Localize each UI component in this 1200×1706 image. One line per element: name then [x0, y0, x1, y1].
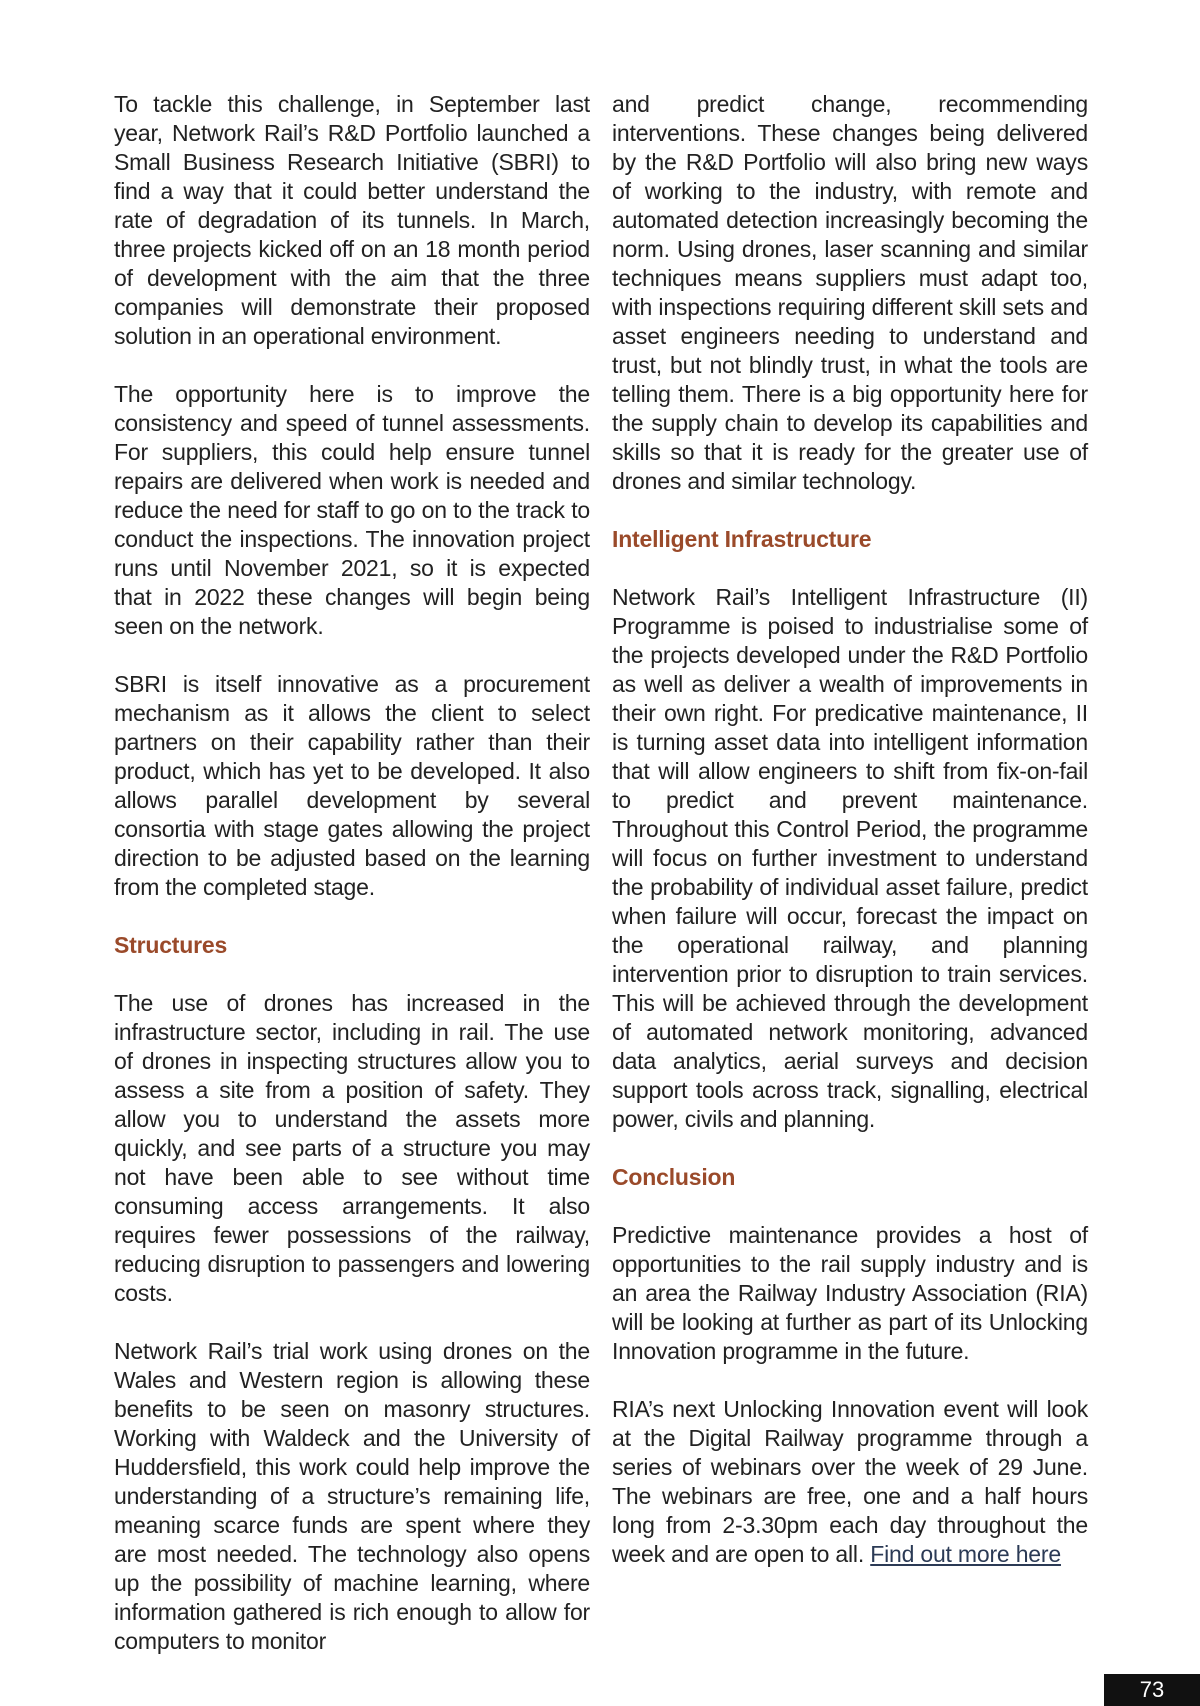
heading-structures: Structures: [114, 932, 228, 958]
right-paragraph-3: Predictive maintenance provides a host of opportunities to the rail supply industry and is an area the Railway Industry Association (RIA) will be looking at further as part of its Unlocking Innovation programme in the future.: [612, 1222, 1088, 1364]
right-paragraph-4-text: RIA’s next Unlocking Innovation event will look at the Digital Railway programme through a series of webinars over the week of 29 June. The webinars are free, one and a half hours long from 2-3.30pm each day throughout the week and are open to all.: [612, 1396, 1088, 1567]
heading-conclusion: Conclusion: [612, 1164, 736, 1190]
heading-intelligent-infrastructure: Intelligent Infrastructure: [612, 526, 872, 552]
page-number: 73: [1104, 1674, 1200, 1706]
left-paragraph-1: To tackle this challenge, in September last year, Network Rail’s R&D Portfolio launched a Small Business Research Initiative (SBRI) to find a way that it could better understand the rate of degradation of its tunnels. In March, three projects kicked off on an 18 month period of development with the aim that the three companies will demonstrate their proposed solution in an operational environment.: [114, 91, 590, 349]
right-paragraph-1: and predict change, recommending interventions. These changes being delivered by the R&D Portfolio will also bring new ways of working to the industry, with remote and automated detection increasingly becoming the norm. Using drones, laser scanning and similar techniques means suppliers must adapt too, with inspections requiring different skill sets and asset engineers needing to understand and trust, but not blindly trust, in what the tools are telling them. There is a big opportunity here for the supply chain to develop its capabilities and skills so that it is ready for the greater use of drones and similar technology.: [612, 91, 1088, 494]
right-paragraph-2: Network Rail’s Intelligent Infrastructure (II) Programme is poised to industrialise some of the projects developed under the R&D Portfolio as well as deliver a wealth of improvements in their own right. For predicative maintenance, II is turning asset data into intelligent information that will allow engineers to shift from fix-on-fail to predict and prevent maintenance. Throughout this Control Period, the programme will focus on further investment to understand the probability of individual asset failure, predict when failure will occur, forecast the impact on the operational railway, and planning intervention prior to disruption to train services. This will be achieved through the development of automated network monitoring, advanced data analytics, aerial surveys and decision support tools across track, signalling, electrical power, civils and planning.: [612, 584, 1088, 1132]
right-column: [612, 90, 1088, 1569]
find-out-more-link[interactable]: Find out more here: [870, 1541, 1061, 1567]
right-paragraph-4: [612, 1395, 1088, 1569]
left-paragraph-2: The opportunity here is to improve the consistency and speed of tunnel assessments. For suppliers, this could help ensure tunnel repairs are delivered when work is needed and reduce the need for staff to go on to the track to conduct the inspections. The innovation project runs until November 2021, so it is expected that in 2022 these changes will begin being seen on the network.: [114, 381, 590, 639]
left-paragraph-4: The use of drones has increased in the infrastructure sector, including in rail. The use of drones in inspecting structures allow you to assess a site from a position of safety. They allow you to understand the assets more quickly, and see parts of a structure you may not have been able to see without time consuming access arrangements. It also requires fewer possessions of the railway, reducing disruption to passengers and lowering costs.: [114, 990, 590, 1306]
left-column: [114, 90, 590, 1656]
left-paragraph-5: Network Rail’s trial work using drones on the Wales and Western region is allowing these benefits to be seen on masonry structures. Working with Waldeck and the University of Huddersfield, this work could help improve the understanding of a structure’s remaining life, meaning scarce funds are spent where they are most needed. The technology also opens up the possibility of machine learning, where information gathered is rich enough to allow for computers to monitor: [114, 1338, 590, 1654]
left-paragraph-3: SBRI is itself innovative as a procurement mechanism as it allows the client to select partners on their capability rather than their product, which has yet to be developed. It also allows parallel development by several consortia with stage gates allowing the project direction to be adjusted based on the learning from the completed stage.: [114, 671, 590, 900]
